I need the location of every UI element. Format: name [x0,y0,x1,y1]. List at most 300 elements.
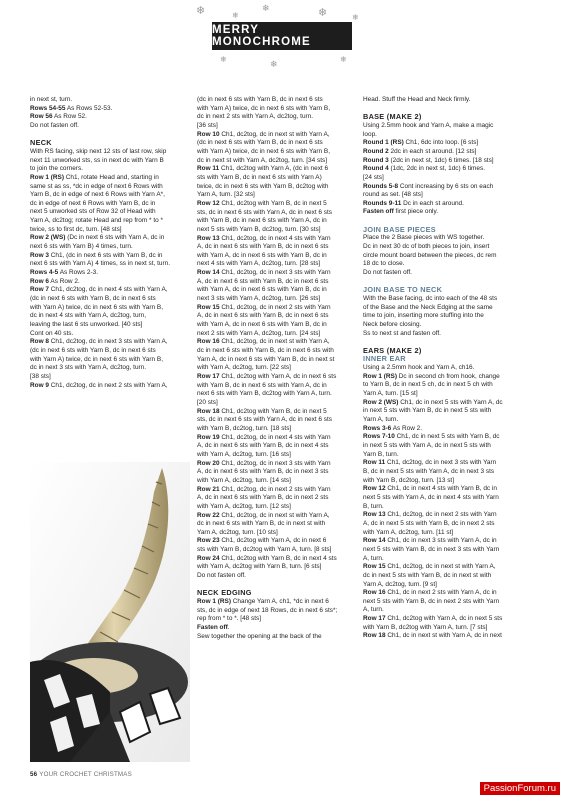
text-line [363,511,538,520]
row-label: Row 16 [197,338,220,346]
row-label: Row 10 [197,130,220,138]
instruction-text: B, dc in next 5 sts with Yarn A, dc in next 3 sts [363,467,495,475]
instruction-text: next 5 unworked sts of Row 32 of Head with [30,208,156,216]
instruction-text: of the Base and the Neck Edging at the same [363,303,493,311]
row-label: Row 1 (RS) [30,173,64,181]
instruction-text: Ch1, dc2tog, dc in next 3 sts with Yarn [385,459,497,467]
text-line [30,113,190,122]
row-label: Row 23 [197,537,220,545]
instruction-text: with Yarn A) twice, dc in next 6 sts with Yarn B, [30,303,163,311]
instruction-text: Ch1, dc2tog, dc in next st with Yarn A, [219,338,330,346]
text-line [30,295,190,304]
text-line [197,442,357,451]
text-line [30,286,190,295]
text-line [197,486,357,495]
text-line [363,174,538,183]
instruction-text: in next 5 sts with Yarn A, dc in next 5 sts with [363,442,491,449]
snowflake-icon: ❄ [270,59,278,69]
text-line [197,399,357,408]
instruction-text: next 6 sts with Yarn A) 4 times, ss in next st, turn. [30,260,171,268]
instruction-text: (dc in next 6 sts with Yarn B, dc in next 6 sts [30,346,156,354]
text-line [197,546,357,555]
text-line [363,425,538,434]
instruction-text: with Yarn B, dc in next 6 sts with Yarn A, dc in [197,381,327,389]
paragraph-gap [30,131,190,140]
text-line [197,252,357,261]
text-line [363,632,538,641]
text-line [197,598,357,607]
text-line [363,442,538,451]
text-line [197,105,357,114]
row-label: Fasten off [363,208,394,216]
text-line [30,174,190,183]
text-line [363,407,538,416]
instruction-text: sts with Yarn B, dc in next 6 sts with Yarn A) [197,173,322,181]
text-line [363,330,538,339]
instruction-text: dc in next 6 sts with Yarn B, dc in next 6 sts with [197,347,334,355]
instruction-text: [36 sts] [197,121,218,129]
instruction-text: Ch1, dc2tog, dc in next 4 sts with Yarn A, [48,286,168,294]
text-line [30,191,190,200]
text-line [197,183,357,192]
instruction-text: Dc in second ch from hook, change [396,372,500,380]
instruction-text: Ch1, dc2tog, dc in next 3 sts with Yarn A, [48,338,168,346]
text-line [30,165,190,174]
instruction-text: with Yarn A, dc2tog, turn. [22 sts] [197,364,291,372]
text-line [363,243,538,252]
text-line [197,572,357,581]
text-line [197,477,357,486]
text-line [363,234,538,243]
text-line [197,113,357,122]
instruction-text: dc in next st with Yarn A, dc2tog, turn. [34 sts] [197,156,328,164]
instruction-text: Ss to next st and fasten off. [363,329,441,337]
text-line [30,269,190,278]
instruction-text: A, dc in next 6 sts with Yarn B, dc in next 6 sts [197,312,329,320]
instruction-text: As Row 52. [52,113,87,121]
text-line [197,260,357,269]
instruction-text: in next 5 sts with Yarn B, dc in next 5 sts with [363,407,492,415]
instruction-text: Using a 2.5mm hook and Yarn A, ch16. [363,364,475,372]
instruction-text: Ch1, dc2tog with Yarn A, dc in next 6 [219,537,327,545]
text-line [197,209,357,218]
instruction-text: Sew together the opening at the back of the [197,632,322,640]
text-line [30,96,190,105]
row-label: Round 3 [363,156,389,164]
text-line [363,304,538,313]
instruction-text: with Yarn B, dc in next 6 sts with Yarn A, dc in [197,217,327,225]
text-line [363,200,538,209]
instruction-text: Change Yarn A, ch1, *dc in next 6 [230,598,329,605]
text-line [197,312,357,321]
text-line [197,347,357,356]
instruction-text: B, turn. [363,502,384,510]
instruction-text: A, dc in next 5 sts with Yarn B, dc in next 2 sts [363,519,495,527]
instruction-text: A, dc in next 6 sts with Yarn B, dc in next 3 sts [197,468,329,476]
section-heading: NECK [30,138,52,148]
instruction-text: Dc in each st around. [401,199,464,207]
instruction-text: Ch1, dc2tog, dc in next st with Yarn A, [219,130,330,138]
snowflake-icon: ❄ [352,13,359,22]
text-line [363,529,538,538]
row-label: Row 18 [363,632,386,640]
instruction-text: Ch1, dc2tog, dc in next 2 sts with Yarn A, [48,381,168,389]
instruction-text: Ch1, dc2tog with Yarn A, dc in next 5 sts [385,615,503,623]
instruction-text: loop. [363,130,377,138]
instruction-text: Yarn A, turn. [32 sts] [197,191,255,199]
text-line [197,295,357,304]
text-line [363,364,538,373]
section-heading: NECK EDGING [197,588,252,598]
text-line [197,131,357,140]
instruction-text: With RS facing, skip next 12 sts of last row, skip [30,147,167,155]
snowflake-icon: ❄ [318,7,328,19]
text-line [363,581,538,590]
text-line [363,598,538,607]
instruction-text: A, dc in next 6 sts with Yarn B, dc in next 6 sts [197,243,329,251]
instruction-text: Ch1, dc2tog with Yarn A, (dc in next 6 [219,165,329,173]
text-line [30,330,190,339]
row-label: Round 1 (RS) [363,139,404,147]
text-line [30,157,190,166]
instruction-text: . [227,623,230,631]
instruction-text: dc in next 4 sts with Yarn A, dc2tog, turn, [30,312,147,320]
text-line [197,607,357,616]
instruction-text: Ch1, dc2tog, dc in next 2 sts with Yarn [219,485,331,493]
text-line [197,416,357,425]
instruction-text: with Yarn A) twice, dc in next 6 sts with Yarn B, [197,147,330,155]
snowflake-icon: ❄ [340,55,347,64]
text-line [197,96,357,105]
text-line [363,269,538,278]
instruction-text: sts, dc in edge of next 18 Rows, dc in next 6 sts*; [197,606,338,614]
instruction-text: next 3 sts with Yarn A, dc2tog, turn. [26 sts] [197,295,321,303]
text-line [197,615,357,624]
instruction-text: A, dc in next 6 sts with Yarn B, dc in next 6 sts [197,277,329,285]
text-line [363,555,538,564]
instruction-text: next 6 sts with Yarn B, dc2tog with Yarn A, turn. [197,390,332,398]
instruction-text: time to join, inserting more stuffing into the [363,312,484,320]
row-label: Row 2 (WS) [363,398,399,406]
instruction-text: with Yarn A, dc2tog with Yarn B, turn. [6 sts] [197,563,322,571]
instruction-text: twice, ss to first dc, turn. [48 sts] [30,225,122,233]
text-line [197,304,357,313]
text-line [197,512,357,521]
instruction-text: with Yarn A, dc2tog, turn. [11 st] [363,528,454,536]
instruction-text: with Yarn B, dc2tog, turn. [18 sts] [197,424,292,432]
text-line [363,563,538,572]
instruction-text: Yarn A, turn. [15 st] [363,390,418,398]
text-line [30,148,190,157]
instruction-text: with Yarn A, dc2tog, turn. [12 sts] [197,502,291,510]
text-line [197,286,357,295]
instruction-text: Ch1, dc in next 5 sts with Yarn B, dc [394,433,500,441]
instruction-text: Do not fasten off. [30,121,79,129]
text-line [197,425,357,434]
instruction-text: next 5 sts with Yarn B, dc in next 2 sts with Yarn [363,597,500,605]
text-line [363,468,538,477]
column-right [363,96,538,641]
instruction-text: Ch1, dc in next 5 sts with Yarn A, dc [398,398,503,406]
page-footer [30,771,132,778]
row-label: Row 24 [197,554,220,562]
text-line [197,148,357,157]
text-line [363,208,538,217]
instruction-text: round as set. [48 sts] [363,191,423,199]
text-line [30,321,190,330]
text-line [197,520,357,529]
instruction-text: [24 sts] [363,173,384,181]
instruction-text: sts with Yarn B, dc2tog with Yarn A, turn. [8 sts] [197,546,332,554]
row-label: Rows 4-5 [30,269,59,277]
text-line [197,633,357,642]
text-line [197,624,357,633]
row-label: Row 11 [197,165,220,173]
sub-heading: JOIN BASE PIECES [363,224,436,234]
instruction-text: first piece only. [393,208,439,216]
instruction-text: Yarn B, turn. [363,450,399,458]
text-line [197,139,357,148]
snowflake-icon: ❄ [220,55,227,64]
instruction-text: Ch1, dc2tog with Yarn A, dc in next 6 sts [219,373,337,380]
instruction-text: to join the corners. [30,165,83,173]
sub-heading: JOIN BASE TO NECK [363,285,443,295]
row-label: Row 14 [363,537,386,545]
text-line [363,546,538,555]
instruction-text: Ch1, dc2tog, dc in next 4 sts with Yarn [219,433,331,441]
text-line [197,338,357,347]
instruction-text: dc in next 6 sts with Yarn B, dc in next st with [197,520,326,528]
row-label: Row 11 [363,459,386,467]
text-line [197,217,357,226]
text-line [30,338,190,347]
instruction-text: A, turn. [363,606,384,614]
instruction-text: Yarn A, dc2tog; rotate Head and rep from * to * [30,217,163,225]
text-line [363,494,538,503]
instruction-text: next 4 sts with Yarn A, dc2tog, turn. [28 sts] [197,260,321,268]
instruction-text: Using 2.5mm hook and Yarn A, make a magic [363,121,494,129]
instruction-text: Head. Stuff the Head and Neck firmly. [363,96,471,103]
text-line [197,555,357,564]
row-label: Row 12 [197,199,220,207]
column-left [30,96,190,390]
row-label: Row 7 [30,286,49,294]
row-label: Row 16 [363,589,386,597]
text-line [30,278,190,287]
crochet-ear-photo [30,462,190,762]
text-line [197,451,357,460]
instruction-text: twice, dc in next 6 sts with Yarn B, dc2tog with [197,182,329,190]
text-line [363,373,538,382]
row-label: Row 21 [197,485,220,493]
text-line [197,529,357,538]
instruction-text: As Rows 52-53. [65,104,113,112]
row-label: Round 4 [363,165,389,173]
instruction-text: dc in next 5 sts with Yarn B, dc in next st with [363,571,492,579]
watermark: PassionForum.ru [480,782,560,795]
sub-heading: INNER EAR [363,354,406,364]
text-line [30,105,190,114]
text-line [197,373,357,382]
instruction-text: same st as ss, *dc in edge of next 6 Rows with [30,182,163,190]
text-line [363,148,538,157]
snowflake-icon: ❄ [232,11,239,20]
row-label: Round 2 [363,147,389,155]
text-line [30,122,190,131]
snowflake-icon: ❄ [196,5,206,17]
instruction-text: Ch1, dc2tog, dc in next st with Yarn A, [219,511,330,519]
instruction-text: (dc in next 6 sts with Yarn B, dc in next 6 sts [30,295,156,303]
instruction-text: [38 sts] [30,372,51,380]
text-line [197,364,357,373]
text-line [30,243,190,252]
text-line [363,615,538,624]
instruction-text: Ch1, 6dc into loop. [6 sts] [403,139,479,147]
row-label: Rows 54-55 [30,104,66,112]
text-line [363,96,538,105]
text-line [197,537,357,546]
text-line [197,278,357,287]
text-line [30,183,190,192]
instruction-text: (2dc in next st, 1dc) 6 times. [18 sts] [388,156,494,164]
instruction-text: rep from * to *. [48 sts] [197,615,262,623]
instruction-text: Yarn A, dc2tog, turn. [9 st] [363,580,437,588]
row-label: Fasten off [197,623,228,631]
instruction-text: with Yarn A, dc in next 6 sts with Yarn B, dc in [197,286,327,294]
instruction-text: in next st, turn. [30,96,73,103]
instruction-text: A, turn. [363,554,384,562]
text-line [363,157,538,166]
instruction-text: 2dc in each st around. [12 sts] [388,147,477,155]
text-line [363,312,538,321]
text-line [363,624,538,633]
text-line [30,234,190,243]
instruction-text: sts, dc in next 6 sts with Yarn A, dc in next 6 sts [197,208,333,216]
text-line [363,485,538,494]
instruction-text: next 5 sts with Yarn A, dc in next 4 sts with Yarn [363,493,499,501]
text-line [197,157,357,166]
text-line [197,235,357,244]
instruction-text: leaving the last 6 sts unworked. [40 sts] [30,321,143,328]
row-label: Row 13 [363,511,386,519]
instruction-text: Ch1, dc2tog, dc in next 2 sts with Yarn [385,511,497,519]
instruction-text: next 6 sts with Yarn B) 4 times, turn. [30,243,133,251]
text-line [363,390,538,399]
instruction-text: sts, dc in next 6 sts with Yarn A, dc in next 6 sts [197,416,333,424]
page-number: 56 [30,771,38,778]
instruction-text: Yarn A, turn. [363,416,399,424]
instruction-text: dc in edge of next 6 Rows with Yarn B, dc in [30,199,156,207]
text-line [363,321,538,330]
row-label: Row 20 [197,459,220,467]
instruction-text: Ch1, rotate Head and, starting in [63,173,159,181]
text-line [363,572,538,581]
row-label: Row 9 [30,381,49,389]
instruction-text: [20 sts] [197,398,218,406]
instruction-text: Ch1, dc in next 4 sts with Yarn B, dc in [385,485,497,493]
row-label: Row 56 [30,113,53,121]
text-line [363,537,538,546]
text-line [197,563,357,572]
instruction-text: with Yarn A, dc in next 6 sts with Yarn B, dc in [197,321,327,329]
text-line [197,330,357,339]
text-line [197,321,357,330]
row-label: Rows 7-10 [363,433,395,441]
instruction-text: With the Base facing, dc into each of the 48 sts [363,294,498,302]
row-label: Row 8 [30,338,49,346]
text-line [30,208,190,217]
text-line [30,312,190,321]
row-label: Row 6 [30,277,49,285]
instruction-text: Ch1, dc2tog with Yarn B, dc in next 5 [219,407,327,415]
text-line [363,165,538,174]
instruction-text: next 5 sts with Yarn B, dc2tog, turn. [30 sts] [197,225,321,233]
row-label: Row 13 [197,234,220,242]
instruction-text: Cont increasing by 6 sts on each [398,182,494,190]
row-label: Row 18 [197,407,220,415]
text-line [30,347,190,356]
instruction-text: with Yarn A) twice, dc in next 6 sts with Yarn B, [197,104,330,112]
instruction-text: Ch1, dc2tog, dc in next 2 sts with Yarn [219,303,331,311]
text-line [30,217,190,226]
instruction-text: Ch1, dc in next 3 sts with Yarn A, dc in [385,537,497,545]
text-line [197,408,357,417]
instruction-text: Do not fasten off. [363,269,412,276]
instruction-text: Ch1, (dc in next 6 sts with Yarn B, dc in [48,251,163,259]
text-line [363,459,538,468]
instruction-text: with Yarn B, dc2tog, turn. [13 st] [363,476,455,484]
text-line [197,122,357,131]
text-line [197,494,357,503]
instruction-text: with Yarn A, dc2tog, turn. [16 sts] [197,450,291,458]
row-label: Row 22 [197,511,220,519]
text-line [363,381,538,390]
instruction-text: dc in next 2 sts with Yarn A, dc2tog, turn. [197,113,314,121]
text-line [30,356,190,365]
row-label: Row 17 [363,615,386,623]
text-line [363,520,538,529]
text-line [30,304,190,313]
instruction-text: to Yarn B, dc in next 5 ch, dc in next 5 ch with [363,381,493,389]
instruction-text: Ch1, dc2tog, dc in next 3 sts with Yarn [219,459,331,467]
text-line [30,226,190,235]
instruction-text: As Row 2. [48,277,80,285]
text-line [30,364,190,373]
instruction-text: (dc in next 6 sts with Yarn B, dc in next 6 sts [197,96,323,103]
instruction-text: Neck before closing. [363,320,422,328]
text-line [363,589,538,598]
text-line [363,183,538,192]
text-line [197,460,357,469]
snowflake-icon: ❄ [262,3,270,13]
text-line [197,165,357,174]
text-line [30,200,190,209]
instruction-text: next 5 sts with Yarn B, dc in next 3 sts with Yarn [363,545,500,553]
instruction-text: A, dc in next 6 sts with Yarn B, dc in next 2 sts [197,494,329,502]
text-line [363,477,538,486]
text-line [197,226,357,235]
text-line [197,191,357,200]
row-label: Row 15 [363,563,386,571]
instruction-text: Yarn B, dc in edge of next 6 Rows with Yarn A*, [30,191,165,199]
text-line [363,433,538,442]
row-label: Row 15 [197,303,220,311]
instruction-text: Yarn A, dc2tog, turn. [10 sts] [197,528,278,536]
text-line [363,295,538,304]
text-line [363,606,538,615]
row-label: Row 3 [30,251,49,259]
instruction-text: (1dc, 2dc in next st, 1dc) 6 times. [388,165,485,173]
